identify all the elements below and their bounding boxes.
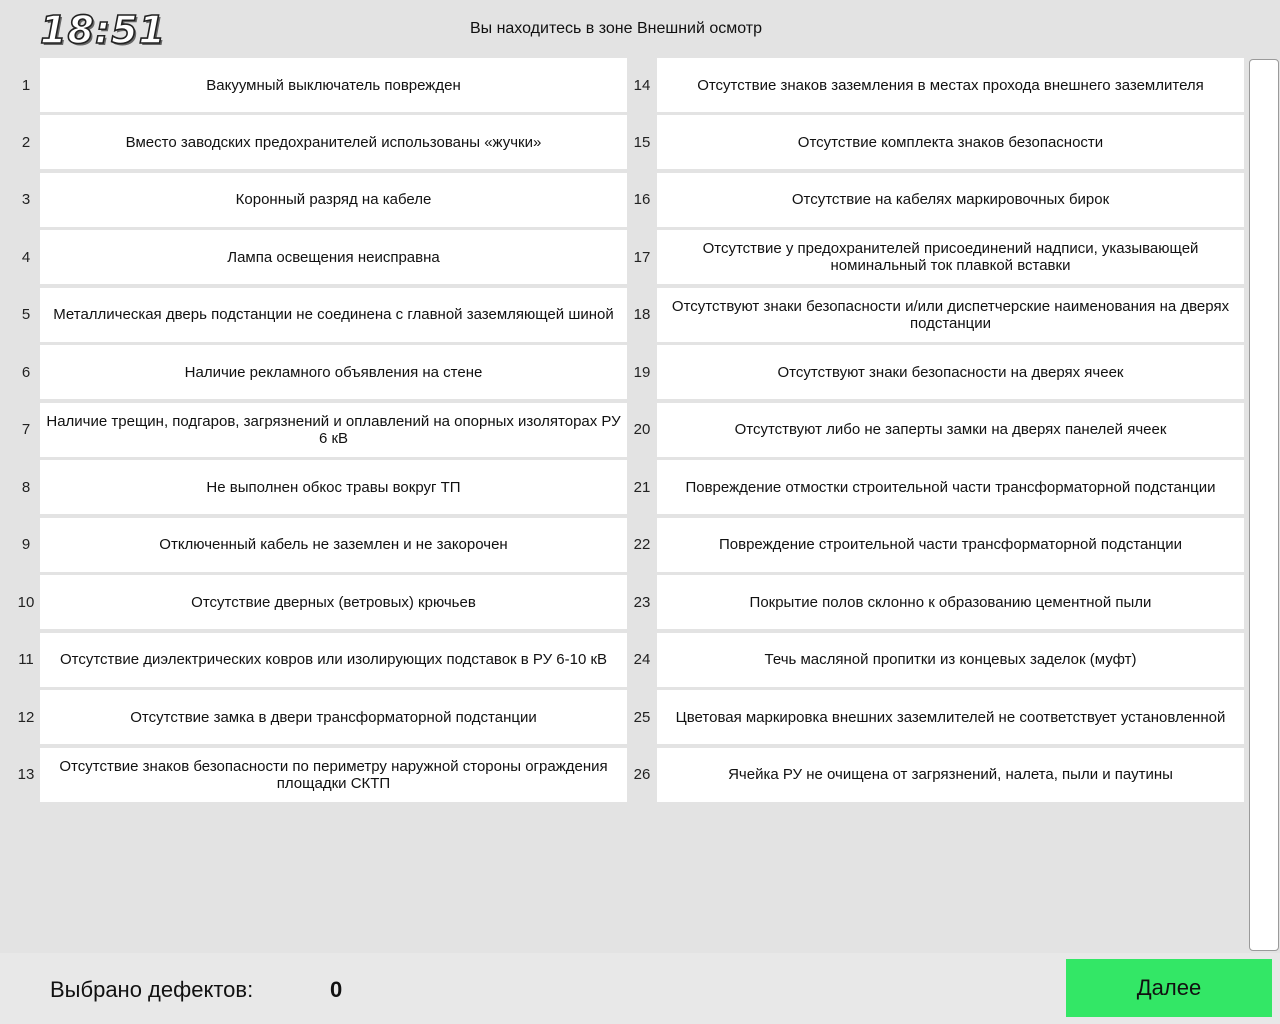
header-bar bbox=[0, 0, 1280, 58]
defect-item-button[interactable]: Отсутствие у предохранителей присоединений надписи, указывающей номинальный ток плавкой вставки bbox=[657, 230, 1244, 284]
defect-number: 21 bbox=[633, 478, 651, 496]
clock: 18:51 bbox=[40, 8, 166, 52]
defect-item-button[interactable]: Отсутствуют знаки безопасности на дверях ячеек bbox=[657, 345, 1244, 399]
list-row bbox=[0, 58, 1246, 115]
defect-number: 25 bbox=[633, 708, 651, 726]
defect-item-button[interactable]: Течь масляной пропитки из концевых заделок (муфт) bbox=[657, 633, 1244, 687]
next-button[interactable]: Далее bbox=[1066, 959, 1272, 1017]
defect-number: 17 bbox=[633, 248, 651, 266]
defect-number: 4 bbox=[21, 248, 31, 266]
defect-item-button[interactable]: Отключенный кабель не заземлен и не закорочен bbox=[40, 518, 627, 572]
defect-item-button[interactable]: Отсутствие знаков безопасности по периметру наружной стороны ограждения площадки СКТП bbox=[40, 748, 627, 802]
defect-number: 10 bbox=[17, 593, 35, 611]
defect-item-button[interactable]: Металлическая дверь подстанции не соединена с главной заземляющей шиной bbox=[40, 288, 627, 342]
selected-defects-count: 0 bbox=[330, 977, 343, 1002]
list-row bbox=[0, 230, 1246, 287]
defect-item-button[interactable]: Отсутствие замка в двери трансформаторной подстанции bbox=[40, 690, 627, 744]
defect-list bbox=[0, 58, 1246, 804]
list-row bbox=[0, 288, 1246, 345]
defect-number: 23 bbox=[633, 593, 651, 611]
list-row bbox=[0, 633, 1246, 690]
defect-item-button[interactable]: Наличие рекламного объявления на стене bbox=[40, 345, 627, 399]
defect-number: 1 bbox=[21, 76, 31, 94]
defect-number: 7 bbox=[21, 421, 31, 439]
defect-item-button[interactable]: Отсутствие комплекта знаков безопасности bbox=[657, 115, 1244, 169]
defect-number: 11 bbox=[18, 651, 34, 669]
defect-number: 2 bbox=[21, 133, 31, 151]
defect-item-button[interactable]: Покрытие полов склонно к образованию цементной пыли bbox=[657, 575, 1244, 629]
defect-number: 3 bbox=[21, 191, 31, 209]
defect-number: 9 bbox=[21, 536, 31, 554]
defect-item-button[interactable]: Отсутствие дверных (ветровых) крючьев bbox=[40, 575, 627, 629]
list-row bbox=[0, 518, 1246, 575]
defect-item-button[interactable]: Отсутствуют либо не заперты замки на дверях панелей ячеек bbox=[657, 403, 1244, 457]
defect-item-button[interactable]: Отсутствие на кабелях маркировочных бирок bbox=[657, 173, 1244, 227]
defect-number: 26 bbox=[633, 766, 651, 784]
defect-item-button[interactable]: Отсутствие знаков заземления в местах прохода внешнего заземлителя bbox=[657, 58, 1244, 112]
defect-item-button[interactable]: Вакуумный выключатель поврежден bbox=[40, 58, 627, 112]
defect-item-button[interactable]: Цветовая маркировка внешних заземлителей не соответствует установленной bbox=[657, 690, 1244, 744]
list-row bbox=[0, 345, 1246, 402]
list-row bbox=[0, 173, 1246, 230]
defect-number: 16 bbox=[633, 191, 651, 209]
list-row bbox=[0, 690, 1246, 747]
defect-number: 6 bbox=[21, 363, 31, 381]
defect-item-button[interactable]: Отсутствие диэлектрических ковров или изолирующих подставок в РУ 6-10 кВ bbox=[40, 633, 627, 687]
defect-number: 13 bbox=[17, 766, 35, 784]
zone-title: Вы находитесь в зоне Внешний осмотр bbox=[469, 20, 763, 37]
defect-item-button[interactable]: Повреждение отмостки строительной части трансформаторной подстанции bbox=[657, 460, 1244, 514]
scrollbar[interactable] bbox=[1249, 59, 1279, 951]
defect-item-button[interactable]: Наличие трещин, подгаров, загрязнений и оплавлений на опорных изоляторах РУ 6 кВ bbox=[40, 403, 627, 457]
defect-number: 15 bbox=[633, 133, 651, 151]
list-row bbox=[0, 115, 1246, 172]
defect-item-button[interactable]: Лампа освещения неисправна bbox=[40, 230, 627, 284]
list-row bbox=[0, 748, 1246, 805]
footer-bar bbox=[0, 953, 1280, 1024]
defect-number: 19 bbox=[633, 363, 651, 381]
defect-number: 5 bbox=[21, 306, 31, 324]
list-row bbox=[0, 575, 1246, 632]
defect-number: 12 bbox=[17, 708, 35, 726]
list-row bbox=[0, 403, 1246, 460]
defect-item-button[interactable]: Отсутствуют знаки безопасности и/или диспетчерские наименования на дверях подстанции bbox=[657, 288, 1244, 342]
defect-item-button[interactable]: Ячейка РУ не очищена от загрязнений, налета, пыли и паутины bbox=[657, 748, 1244, 802]
defect-item-button[interactable]: Не выполнен обкос травы вокруг ТП bbox=[40, 460, 627, 514]
defect-number: 20 bbox=[633, 421, 651, 439]
selected-defects-label: Выбрано дефектов: bbox=[50, 977, 254, 1002]
defect-item-button[interactable]: Повреждение строительной части трансформаторной подстанции bbox=[657, 518, 1244, 572]
defect-item-button[interactable]: Коронный разряд на кабеле bbox=[40, 173, 627, 227]
defect-number: 24 bbox=[633, 651, 651, 669]
list-row bbox=[0, 460, 1246, 517]
defect-number: 18 bbox=[633, 306, 651, 324]
defect-number: 22 bbox=[633, 536, 651, 554]
defect-item-button[interactable]: Вместо заводских предохранителей использованы «жучки» bbox=[40, 115, 627, 169]
defect-number: 8 bbox=[21, 478, 31, 496]
defect-number: 14 bbox=[633, 76, 651, 94]
